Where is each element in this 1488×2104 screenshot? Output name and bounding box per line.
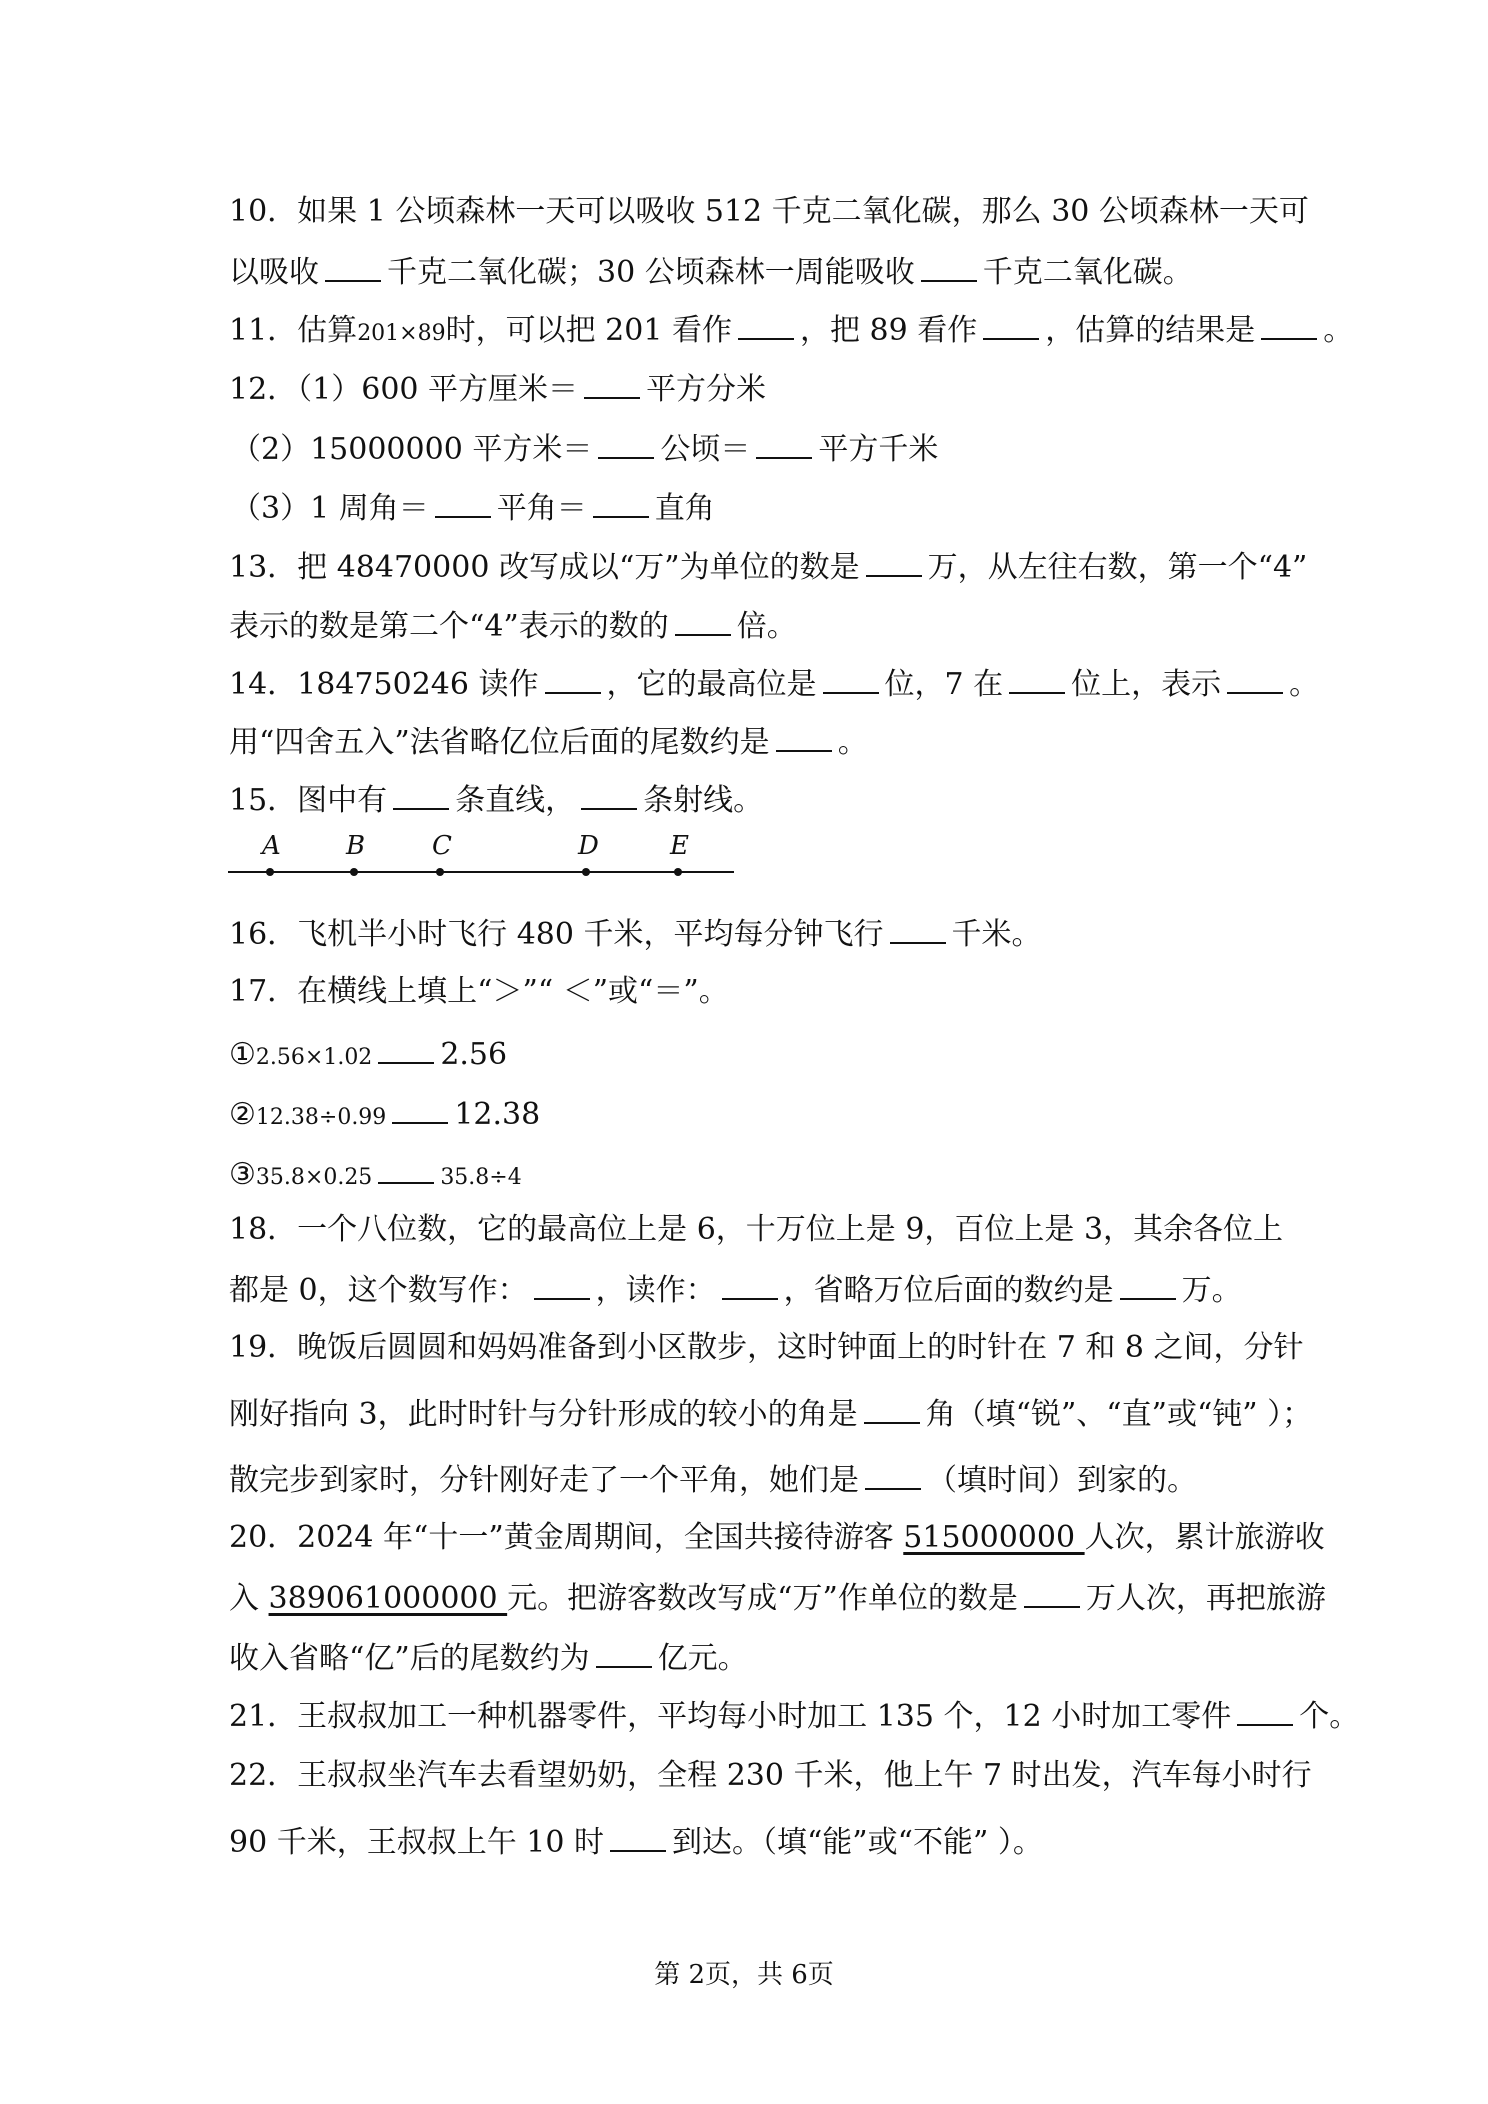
point-d-label: D <box>578 832 599 861</box>
q15-text-c: 条射线。 <box>643 783 764 818</box>
q17-item-3 <box>229 1152 1269 1198</box>
q20-line-2 <box>229 1576 1326 1619</box>
q20-text-1b: 人次，累计旅游收 <box>1084 1520 1325 1555</box>
q17-item-2-num: ② <box>229 1097 256 1132</box>
q12-line-2 <box>231 427 1271 470</box>
q13-text-2a: 表示的数是第二个“4”表示的数的 <box>229 609 669 644</box>
q16-line <box>229 912 1269 955</box>
answer-blank[interactable] <box>776 720 832 752</box>
q11-text-e: 。 <box>1323 313 1354 348</box>
answer-blank[interactable] <box>378 1152 434 1184</box>
q22-text-2b: 到达。（填“能”或“不能” ）。 <box>671 1825 1043 1860</box>
q14-line-1 <box>229 662 1320 705</box>
q16-text-a: 16．飞机半小时飞行 480 千米，平均每分钟飞行 <box>229 917 884 952</box>
q10-text-a: 以吸收 <box>229 255 319 290</box>
q10-text-c: 千克二氧化碳。 <box>982 255 1193 290</box>
q10-line-2 <box>229 250 1269 293</box>
q10-text-b: 千克二氧化碳；30 公顷森林一周能吸收 <box>387 255 915 290</box>
q12-text-1b: 平方分米 <box>646 372 767 407</box>
page-footer: 第 2页，共 6页 <box>654 1960 834 1990</box>
q17-item-1-expr: 2.56×1.02 <box>255 1045 373 1070</box>
q16-text-b: 千米。 <box>951 917 1042 952</box>
answer-blank[interactable] <box>596 1636 652 1668</box>
answer-blank[interactable] <box>610 1820 666 1852</box>
q17-item-3-expr: 35.8×0.25 <box>255 1165 373 1190</box>
answer-blank[interactable] <box>865 1458 921 1490</box>
q22-line-1 <box>229 1756 1312 1796</box>
q13-text-2b: 倍。 <box>736 609 797 644</box>
q15-text-b: 条直线， <box>455 783 576 818</box>
q15-line <box>229 778 1269 821</box>
q20-text-2a: 入 <box>229 1581 259 1616</box>
q14-line-2 <box>229 720 1269 763</box>
answer-blank[interactable] <box>1024 1576 1080 1608</box>
q18-line-2 <box>229 1268 1269 1311</box>
q11-text-a: 11．估算 <box>229 313 358 348</box>
point-e-dot <box>674 868 682 876</box>
point-c-label: C <box>432 832 452 861</box>
line-figure <box>226 832 746 892</box>
answer-blank[interactable] <box>722 1268 778 1300</box>
point-d-dot <box>582 868 590 876</box>
q22-line-2 <box>229 1820 1269 1863</box>
answer-blank[interactable] <box>756 427 812 459</box>
q19-line-3 <box>229 1458 1269 1501</box>
q10-text: 10．如果 1 公顷森林一天可以吸收 512 千克二氧化碳，那么 30 公顷森林一天可 <box>229 194 1309 229</box>
q20-line-1 <box>229 1518 1325 1558</box>
answer-blank[interactable] <box>392 1092 448 1124</box>
q20-revenue: 389061000000 <box>268 1581 508 1616</box>
q19-text-2b: 角（填“锐”、“直”或“钝” ）； <box>925 1397 1313 1432</box>
q20-text-1a: 20．2024 年“十一”黄金周期间，全国共接待游客 <box>229 1520 894 1555</box>
answer-blank[interactable] <box>866 545 922 577</box>
answer-blank[interactable] <box>581 778 637 810</box>
q20-text-3b: 亿元。 <box>657 1641 748 1676</box>
q17-item-2-expr: 12.38÷0.99 <box>255 1105 387 1130</box>
q11-text-d: ，估算的结果是 <box>1045 313 1256 348</box>
q19-line-1 <box>229 1328 1304 1368</box>
q12-text-3a: （3）1 周角＝ <box>231 491 429 526</box>
answer-blank[interactable] <box>675 604 731 636</box>
q17-item-3-num: ③ <box>229 1157 256 1192</box>
q12-text-2c: 平方千米 <box>818 432 939 467</box>
q10-line-1 <box>229 192 1309 232</box>
answer-blank[interactable] <box>545 662 601 694</box>
answer-blank[interactable] <box>1237 1694 1293 1726</box>
q12-line-1 <box>229 367 1269 410</box>
q14-text-1d: 位上，表示 <box>1071 667 1222 702</box>
q20-visitor-count: 515000000 <box>903 1520 1085 1555</box>
point-a-label: A <box>262 832 281 861</box>
answer-blank[interactable] <box>584 367 640 399</box>
q19-text-3b: （填时间）到家的。 <box>927 1463 1197 1498</box>
q19-text-2a: 刚好指向 3，此时时针与分针形成的较小的角是 <box>229 1397 858 1432</box>
q12-line-3 <box>231 486 1271 529</box>
answer-blank[interactable] <box>378 1032 434 1064</box>
q13-text-1b: 万，从左往右数，第一个“4” <box>927 550 1308 585</box>
answer-blank[interactable] <box>1227 662 1283 694</box>
q14-text-1e: 。 <box>1289 667 1320 702</box>
answer-blank[interactable] <box>890 912 946 944</box>
q13-text-1a: 13．把 48470000 改写成以“万”为单位的数是 <box>229 550 860 585</box>
q21-text-a: 21．王叔叔加工一种机器零件，平均每小时加工 135 个，12 小时加工零件 <box>229 1699 1232 1734</box>
q18-text-2d: 万。 <box>1181 1273 1242 1308</box>
point-e-label: E <box>670 832 689 861</box>
answer-blank[interactable] <box>435 486 491 518</box>
point-c-dot <box>436 868 444 876</box>
q11-text-c: ，把 89 看作 <box>799 313 978 348</box>
q11-expression: 201×89 <box>357 321 446 346</box>
answer-blank[interactable] <box>864 1392 920 1424</box>
q17-item-2-rhs: 12.38 <box>454 1097 541 1132</box>
q14-text-1c: 位，7 在 <box>884 667 1004 702</box>
q18-text-2a: 都是 0，这个数写作： <box>229 1273 528 1308</box>
q14-text-2a: 用“四舍五入”法省略亿位后面的尾数约是 <box>229 725 770 760</box>
q22-text-1: 22．王叔叔坐汽车去看望奶奶，全程 230 千米，他上午 7 时出发，汽车每小时行 <box>229 1758 1312 1793</box>
q20-text-3a: 收入省略“亿”后的尾数约为 <box>229 1641 590 1676</box>
q17-item-2 <box>229 1092 1269 1138</box>
answer-blank[interactable] <box>598 427 654 459</box>
q19-text-3a: 散完步到家时，分针刚好走了一个平角，她们是 <box>229 1463 859 1498</box>
q13-line-1 <box>229 545 1308 588</box>
answer-blank[interactable] <box>1009 662 1065 694</box>
answer-blank[interactable] <box>1120 1268 1176 1300</box>
q21-text-b: 个。 <box>1299 1699 1360 1734</box>
q20-text-2c: 万人次，再把旅游 <box>1085 1581 1326 1616</box>
q14-text-2b: 。 <box>837 725 868 760</box>
answer-blank[interactable] <box>983 308 1039 340</box>
q17-item-1-num: ① <box>229 1037 256 1072</box>
answer-blank[interactable] <box>325 250 381 282</box>
q13-line-2 <box>229 604 1269 647</box>
q18-line-1 <box>229 1210 1284 1250</box>
q17-text: 17．在横线上填上“＞”“ ＜”或“＝”。 <box>229 974 729 1009</box>
q17-item-1 <box>229 1032 1269 1078</box>
answer-blank[interactable] <box>921 250 977 282</box>
q22-text-2a: 90 千米，王叔叔上午 10 时 <box>229 1825 604 1860</box>
q14-text-1b: ，它的最高位是 <box>606 667 817 702</box>
answer-blank[interactable] <box>393 778 449 810</box>
q12-text-3c: 直角 <box>654 491 715 526</box>
q17-item-1-rhs: 2.56 <box>440 1037 508 1072</box>
answer-blank[interactable] <box>1261 308 1317 340</box>
q11-text-b: 时，可以把 201 看作 <box>445 313 732 348</box>
q20-text-2b: 元。把游客数改写成“万”作单位的数是 <box>507 1581 1018 1616</box>
point-b-label: B <box>346 832 366 861</box>
q14-text-1a: 14．184750246 读作 <box>229 667 539 702</box>
answer-blank[interactable] <box>534 1268 590 1300</box>
q21-line <box>229 1694 1360 1737</box>
q18-text-2c: ，省略万位后面的数约是 <box>783 1273 1114 1308</box>
answer-blank[interactable] <box>593 486 649 518</box>
q20-line-3 <box>229 1636 1269 1679</box>
q12-text-1a: 12．（1）600 平方厘米＝ <box>229 372 579 407</box>
answer-blank[interactable] <box>738 308 794 340</box>
q12-text-2a: （2）15000000 平方米＝ <box>231 432 593 467</box>
q17-item-3-rhs: 35.8÷4 <box>440 1165 522 1190</box>
q19-line-2 <box>229 1392 1313 1435</box>
answer-blank[interactable] <box>823 662 879 694</box>
q19-text-1: 19．晚饭后圆圆和妈妈准备到小区散步，这时钟面上的时针在 7 和 8 之间，分针 <box>229 1330 1304 1365</box>
q12-text-2b: 公顷＝ <box>660 432 751 467</box>
q17-title <box>229 972 1269 1012</box>
q18-text-2b: ，读作： <box>595 1273 716 1308</box>
point-b-dot <box>350 868 358 876</box>
point-a-dot <box>266 868 274 876</box>
q12-text-3b: 平角＝ <box>496 491 587 526</box>
q15-text-a: 15．图中有 <box>229 783 388 818</box>
q18-text-1: 18．一个八位数，它的最高位上是 6，十万位上是 9，百位上是 3，其余各位上 <box>229 1212 1284 1247</box>
q11-line <box>229 308 1354 354</box>
